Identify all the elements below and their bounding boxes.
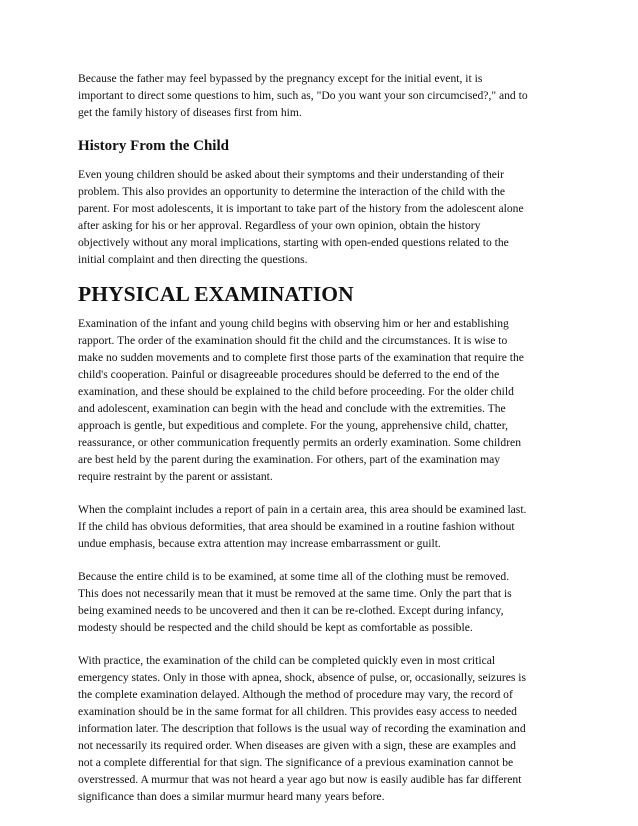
text-line: require restraint by the parent or assistant.	[78, 470, 273, 483]
text-line: parent. For most adolescents, it is important to take part of the history from the adolescent alone	[78, 202, 524, 215]
document-page	[78, 70, 574, 805]
text-line: significance than does a similar murmur heard many years before.	[78, 790, 385, 803]
text-line: initial complaint and then directing the questions.	[78, 253, 308, 266]
text-line: information later. The description that follows is the usual way of recording the examination and	[78, 722, 526, 735]
text-line: and adolescent, examination can begin with the head and conclude with the extremities. The	[78, 402, 506, 415]
text-line: Even young children should be asked about their symptoms and their understanding of their	[78, 168, 504, 181]
text-line: When the complaint includes a report of pain in a certain area, this area should be examined last.	[78, 503, 527, 516]
text-line: modesty should be respected and the child should be kept as comfortable as possible.	[78, 621, 473, 634]
text-line: approach is gentle, but expeditious and complete. For the young, apprehensive child, chatter,	[78, 419, 508, 432]
text-line: important to direct some questions to him, such as, "Do you want your son circumcised?," and to	[78, 89, 528, 102]
text-line: With practice, the examination of the child can be completed quickly even in most critical	[78, 654, 496, 667]
text-line: examination, and these should be explained to the child before proceeding. For the older child	[78, 385, 514, 398]
text-line: This does not necessarily mean that it must be removed at the same time. Only the part that is	[78, 587, 512, 600]
text-line: child's cooperation. Painful or disagreeable procedures should be deferred to the end of the	[78, 368, 500, 381]
intro-paragraph	[78, 70, 574, 121]
text-line: examination should be in the same format for all children. This provides easy access to needed	[78, 705, 517, 718]
text-line: not necessarily its required order. When diseases are given with a sign, these are examples and	[78, 739, 516, 752]
exam-paragraph-1	[78, 315, 574, 485]
text-line: undue emphasis, because extra attention may increase embarrassment or guilt.	[78, 537, 441, 550]
exam-paragraph-2	[78, 501, 574, 552]
text-line: problem. This also provides an opportunity to determine the interaction of the child with the	[78, 185, 506, 198]
text-line: Because the entire child is to be examined, at some time all of the clothing must be removed.	[78, 570, 510, 583]
text-line: being examined needs to be uncovered and then it can be re-clothed. Except during infancy,	[78, 604, 504, 617]
text-line: after asking for his or her approval. Regardless of your own opinion, obtain the history	[78, 219, 481, 232]
exam-paragraph-4	[78, 652, 574, 805]
text-line: If the child has obvious deformities, that area should be examined in a routine fashion without	[78, 520, 515, 533]
text-line: are best held by the parent during the examination. For others, part of the examination may	[78, 453, 501, 466]
text-line: make no sudden movements and to complete first those parts of the examination that require the	[78, 351, 524, 364]
text-line: get the family history of diseases first from him.	[78, 106, 302, 119]
text-line: rapport. The order of the examination should fit the child and the circumstances. It is wise to	[78, 334, 508, 347]
text-line: reassurance, or other communication frequently permits an orderly examination. Some children	[78, 436, 521, 449]
exam-paragraph-3	[78, 568, 574, 636]
history-paragraph	[78, 166, 574, 268]
text-line: objectively without any moral implications, starting with open-ended questions related to the	[78, 236, 509, 249]
text-line: the complete examination delayed. Although the method of procedure may vary, the record of	[78, 688, 513, 701]
text-line: not a complete differential for that sign. The significance of a previous examination cannot be	[78, 756, 514, 769]
physical-examination-heading: PHYSICAL EXAMINATION	[78, 282, 354, 306]
text-line: Because the father may feel bypassed by the pregnancy except for the initial event, it is	[78, 72, 483, 85]
text-line: Examination of the infant and young child begins with observing him or her and establishing	[78, 317, 509, 330]
text-line: overstressed. A murmur that was not heard a year ago but now is easily audible has far different	[78, 773, 522, 786]
text-line: emergency states. Only in those with apnea, shock, absence of pulse, or, occasionally, seizures is	[78, 671, 527, 684]
history-heading: History From the Child	[78, 138, 229, 154]
